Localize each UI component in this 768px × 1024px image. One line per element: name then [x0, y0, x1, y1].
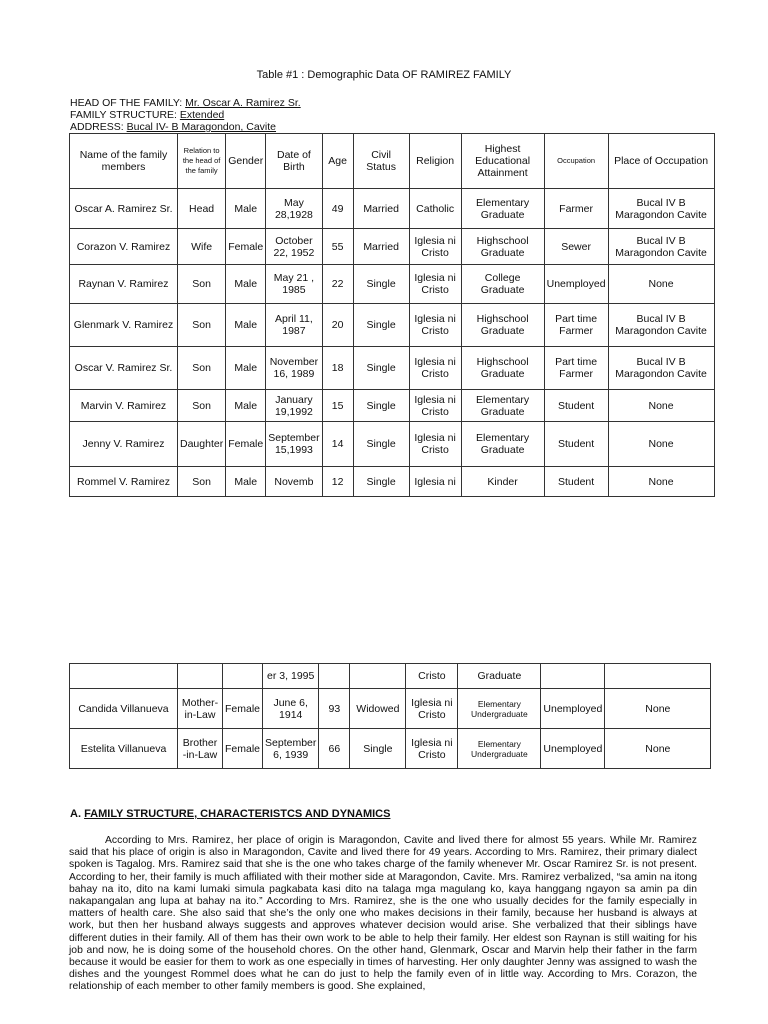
cell-gender: Female: [226, 422, 266, 467]
cell-age: 18: [322, 347, 353, 390]
table-body: [70, 189, 715, 497]
cell-education: Kinder: [461, 467, 544, 497]
cell-age: 22: [322, 265, 353, 304]
cell-age: 12: [322, 467, 353, 497]
cell-occupation: [541, 664, 605, 689]
cell-occupation: Part time Farmer: [544, 304, 608, 347]
cell-place: Bucal IV B Maragondon Cavite: [608, 347, 714, 390]
table-row: [70, 390, 715, 422]
table-row: [70, 229, 715, 265]
cell-gender: [223, 664, 263, 689]
cell-relation: Son: [178, 265, 226, 304]
cell-gender: Female: [226, 229, 266, 265]
cell-gender: Male: [226, 347, 266, 390]
cell-civil: Single: [353, 422, 409, 467]
section-title: FAMILY STRUCTURE, CHARACTERISTCS AND DYNAMICS: [84, 808, 391, 820]
meta-label: ADDRESS:: [70, 121, 127, 133]
section-heading: [70, 808, 390, 820]
cell-religion: Iglesia ni Cristo: [406, 689, 458, 729]
cell-age: 49: [322, 189, 353, 229]
meta-family-structure: [70, 109, 224, 121]
cell-relation: Son: [178, 467, 226, 497]
cell-dob: November 16, 1989: [266, 347, 322, 390]
cell-dob: October 22, 1952: [266, 229, 322, 265]
cell-age: 15: [322, 390, 353, 422]
cell-age: [319, 664, 350, 689]
body-paragraph: According to Mrs. Ramirez, her place of origin is Maragondon, Cavite and lived there for almost 55 years. While Mr. Ramirez said that his place of origin is also in Maragondon, Cavite and lived there for 49 years. According to Mrs. Ramirez, their primary dialect spoken is Tagalog. Mrs. Ramirez said that she is the one who takes charge of the family whenever Mr. Oscar Ramirez Sr. is not present. According to her, their family is much affiliated with their mother side at Maragondon, Cavite. Mrs. Ramirez verbalized, “sa amin na itong bahay na ito, dito na kami lumaki simula pagkabata kasi dito na talaga mga magulang ko, kaya hanggang ngayon sa amin pa din nakapangalan ang lupa at bahay na ito.” According to Mrs. Ramirez, she is the one who usually decides for the family especially in matters of health care. She also said that she’s the only one who makes decisions in their family, because her husband is always at work, but then her husband always suggests and approves whatever decision would arise. She verbalized that their siblings have different duties in their family. All of them has their own work to be able to help their family. Her eldest son Raynan is still waiting for his job and now, he is doing some of the household chores. On the other hand, Glenmark, Oscar and Marvin help their father in the farm because it would be easier for them to work as one especially in times of harvesting. Her only daughter Jenny was assigned to wash the dishes and the youngest Rommel does what he can do just to help the family even of in little way. According to Mrs. Corazon, the relationship of each member to other family members is good. She explained,: [69, 835, 697, 993]
cell-place: None: [608, 265, 714, 304]
table-title: Table #1 : Demographic Data OF RAMIREZ FAMILY: [256, 69, 512, 81]
meta-address: [70, 121, 276, 133]
cell-relation: [178, 664, 223, 689]
cell-name: Oscar V. Ramirez Sr.: [70, 347, 178, 390]
cell-name: Estelita Villanueva: [70, 729, 178, 769]
cell-occupation: Farmer: [544, 189, 608, 229]
cell-name: Raynan V. Ramirez: [70, 265, 178, 304]
cell-occupation: Sewer: [544, 229, 608, 265]
meta-value: Bucal IV- B Maragondon, Cavite: [126, 121, 277, 133]
header-education: Highest Educational Attainment: [461, 134, 544, 189]
cell-relation: Head: [178, 189, 226, 229]
cell-dob: May 21 , 1985: [266, 265, 322, 304]
header-relation: Relation to the head of the family: [178, 134, 226, 189]
cell-relation: Son: [178, 304, 226, 347]
cell-occupation: Student: [544, 422, 608, 467]
cell-religion: Cristo: [406, 664, 458, 689]
cell-civil: Married: [353, 229, 409, 265]
cell-age: 14: [322, 422, 353, 467]
cell-name: Candida Villanueva: [70, 689, 178, 729]
demographic-table: [69, 133, 715, 497]
cell-civil: Single: [350, 729, 406, 769]
cell-dob: September 6, 1939: [263, 729, 319, 769]
cell-civil: Married: [353, 189, 409, 229]
cell-religion: Iglesia ni Cristo: [406, 729, 458, 769]
cell-civil: Single: [353, 347, 409, 390]
cell-age: 66: [319, 729, 350, 769]
cell-place: None: [608, 390, 714, 422]
cell-place: Bucal IV B Maragondon Cavite: [608, 189, 714, 229]
cell-religion: Iglesia ni Cristo: [409, 390, 461, 422]
cell-civil: Single: [353, 390, 409, 422]
cell-dob: May 28,1928: [266, 189, 322, 229]
cell-relation: Son: [178, 347, 226, 390]
cell-name: [70, 664, 178, 689]
cell-name: Jenny V. Ramirez: [70, 422, 178, 467]
cell-age: 20: [322, 304, 353, 347]
cell-gender: Female: [223, 689, 263, 729]
cell-education: College Graduate: [461, 265, 544, 304]
header-occupation: Occupation: [544, 134, 608, 189]
cell-education: Elementary Graduate: [461, 189, 544, 229]
table-row: [70, 422, 715, 467]
header-civil-status: Civil Status: [353, 134, 409, 189]
cell-gender: Male: [226, 467, 266, 497]
cell-place: Bucal IV B Maragondon Cavite: [608, 304, 714, 347]
header-age: Age: [322, 134, 353, 189]
meta-label: HEAD OF THE FAMILY:: [70, 97, 186, 109]
demographic-table-continued: [69, 663, 711, 769]
cell-name: Marvin V. Ramirez: [70, 390, 178, 422]
cell-place: None: [605, 689, 711, 729]
cell-gender: Male: [226, 304, 266, 347]
cell-age: 55: [322, 229, 353, 265]
cell-occupation: Unemployed: [541, 689, 605, 729]
cell-occupation: Student: [544, 390, 608, 422]
meta-head-of-family: [70, 97, 301, 109]
cell-religion: Iglesia ni: [409, 467, 461, 497]
cell-religion: Iglesia ni Cristo: [409, 347, 461, 390]
cell-civil: Widowed: [350, 689, 406, 729]
cell-name: Rommel V. Ramirez: [70, 467, 178, 497]
cell-education: Elementary Undergraduate: [458, 689, 541, 729]
cell-place: None: [608, 422, 714, 467]
cell-dob: er 3, 1995: [263, 664, 319, 689]
cell-name: Corazon V. Ramirez: [70, 229, 178, 265]
cell-dob: September 15,1993: [266, 422, 322, 467]
meta-value: Extended: [179, 109, 225, 121]
table-row: [70, 304, 715, 347]
cell-relation: Mother-in-Law: [178, 689, 223, 729]
table-header-row: [70, 134, 715, 189]
header-dob: Date of Birth: [266, 134, 322, 189]
table-row: [70, 189, 715, 229]
cell-gender: Male: [226, 189, 266, 229]
header-religion: Religion: [409, 134, 461, 189]
cell-gender: Female: [223, 729, 263, 769]
table-row: [70, 347, 715, 390]
cell-education: Highschool Graduate: [461, 347, 544, 390]
cell-place: Bucal IV B Maragondon Cavite: [608, 229, 714, 265]
cell-occupation: Unemployed: [541, 729, 605, 769]
cell-relation: Brother -in-Law: [178, 729, 223, 769]
cell-religion: Iglesia ni Cristo: [409, 229, 461, 265]
table-body-continued: [70, 664, 711, 769]
cell-civil: [350, 664, 406, 689]
header-name: Name of the family members: [70, 134, 178, 189]
cell-education: Graduate: [458, 664, 541, 689]
cell-dob: January 19,1992: [266, 390, 322, 422]
cell-civil: Single: [353, 467, 409, 497]
table-row: [70, 265, 715, 304]
cell-dob: June 6, 1914: [263, 689, 319, 729]
cell-relation: Daughter: [178, 422, 226, 467]
cell-religion: Iglesia ni Cristo: [409, 422, 461, 467]
table-row: [70, 689, 711, 729]
cell-age: 93: [319, 689, 350, 729]
cell-education: Elementary Undergraduate: [458, 729, 541, 769]
cell-gender: Male: [226, 390, 266, 422]
cell-name: Glenmark V. Ramirez: [70, 304, 178, 347]
cell-religion: Iglesia ni Cristo: [409, 265, 461, 304]
cell-religion: Iglesia ni Cristo: [409, 304, 461, 347]
section-number: A.: [70, 808, 85, 820]
cell-relation: Son: [178, 390, 226, 422]
cell-occupation: Unemployed: [544, 265, 608, 304]
cell-place: None: [605, 729, 711, 769]
cell-relation: Wife: [178, 229, 226, 265]
cell-civil: Single: [353, 265, 409, 304]
table-row: [70, 467, 715, 497]
header-gender: Gender: [226, 134, 266, 189]
cell-education: Elementary Graduate: [461, 390, 544, 422]
cell-place: None: [608, 467, 714, 497]
cell-place: [605, 664, 711, 689]
header-place: Place of Occupation: [608, 134, 714, 189]
cell-civil: Single: [353, 304, 409, 347]
cell-religion: Catholic: [409, 189, 461, 229]
cell-gender: Male: [226, 265, 266, 304]
cell-dob: April 11, 1987: [266, 304, 322, 347]
cell-education: Highschool Graduate: [461, 304, 544, 347]
cell-dob: Novemb: [266, 467, 322, 497]
cell-name: Oscar A. Ramirez Sr.: [70, 189, 178, 229]
cell-education: Highschool Graduate: [461, 229, 544, 265]
meta-value: Mr. Oscar A. Ramirez Sr.: [185, 97, 301, 109]
meta-label: FAMILY STRUCTURE:: [70, 109, 180, 121]
table-row: [70, 664, 711, 689]
cell-occupation: Part time Farmer: [544, 347, 608, 390]
table-row: [70, 729, 711, 769]
cell-occupation: Student: [544, 467, 608, 497]
cell-education: Elementary Graduate: [461, 422, 544, 467]
